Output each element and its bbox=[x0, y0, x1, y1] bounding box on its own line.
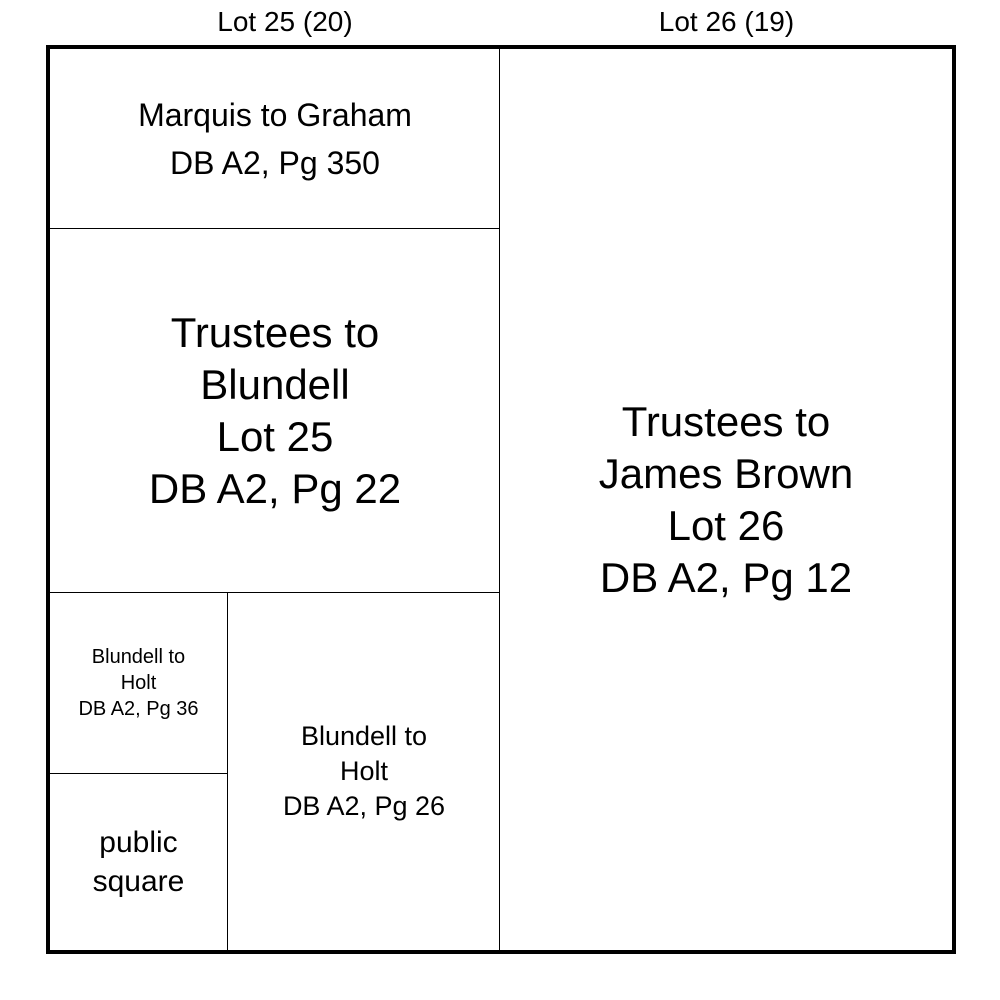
parcel-public-square bbox=[50, 773, 227, 950]
parcel-grantee: James Brown bbox=[598, 449, 854, 497]
parcel-label-line: Marquis to Graham bbox=[138, 97, 412, 133]
parcel-label-line: square bbox=[92, 864, 185, 898]
parcel-lot-number: Lot 25 bbox=[216, 412, 334, 460]
parcel-label-line: public bbox=[99, 825, 178, 859]
parcel-trustees-to-blundell bbox=[50, 229, 500, 592]
parcel-grantee: Holt bbox=[120, 672, 157, 694]
parcel-deed-reference: DB A2, Pg 36 bbox=[78, 698, 199, 720]
lot-25-header: Lot 25 (20) bbox=[217, 6, 353, 37]
parcel-label-line: Blundell to bbox=[300, 721, 428, 751]
parcel-marquis-to-graham bbox=[50, 49, 500, 229]
parcel-grantee: Holt bbox=[339, 756, 388, 786]
parcel-lot-number: Lot 26 bbox=[667, 501, 785, 549]
parcel-blundell-to-holt-pg36 bbox=[50, 593, 227, 773]
parcel-deed-reference: DB A2, Pg 350 bbox=[170, 145, 380, 181]
parcel-deed-reference: DB A2, Pg 22 bbox=[148, 464, 402, 512]
parcel-grantee: Blundell bbox=[200, 360, 350, 408]
parcel-label-line: Trustees to bbox=[170, 308, 380, 356]
parcel-trustees-to-james-brown bbox=[500, 49, 952, 950]
parcel-blundell-to-holt-pg26 bbox=[228, 593, 500, 950]
parcel-deed-reference: DB A2, Pg 26 bbox=[282, 791, 446, 821]
parcel-label-line: Trustees to bbox=[621, 397, 831, 445]
parcel-deed-reference: DB A2, Pg 12 bbox=[599, 553, 853, 601]
lot-26-header: Lot 26 (19) bbox=[658, 6, 795, 37]
parcel-label-line: Blundell to bbox=[91, 646, 186, 668]
